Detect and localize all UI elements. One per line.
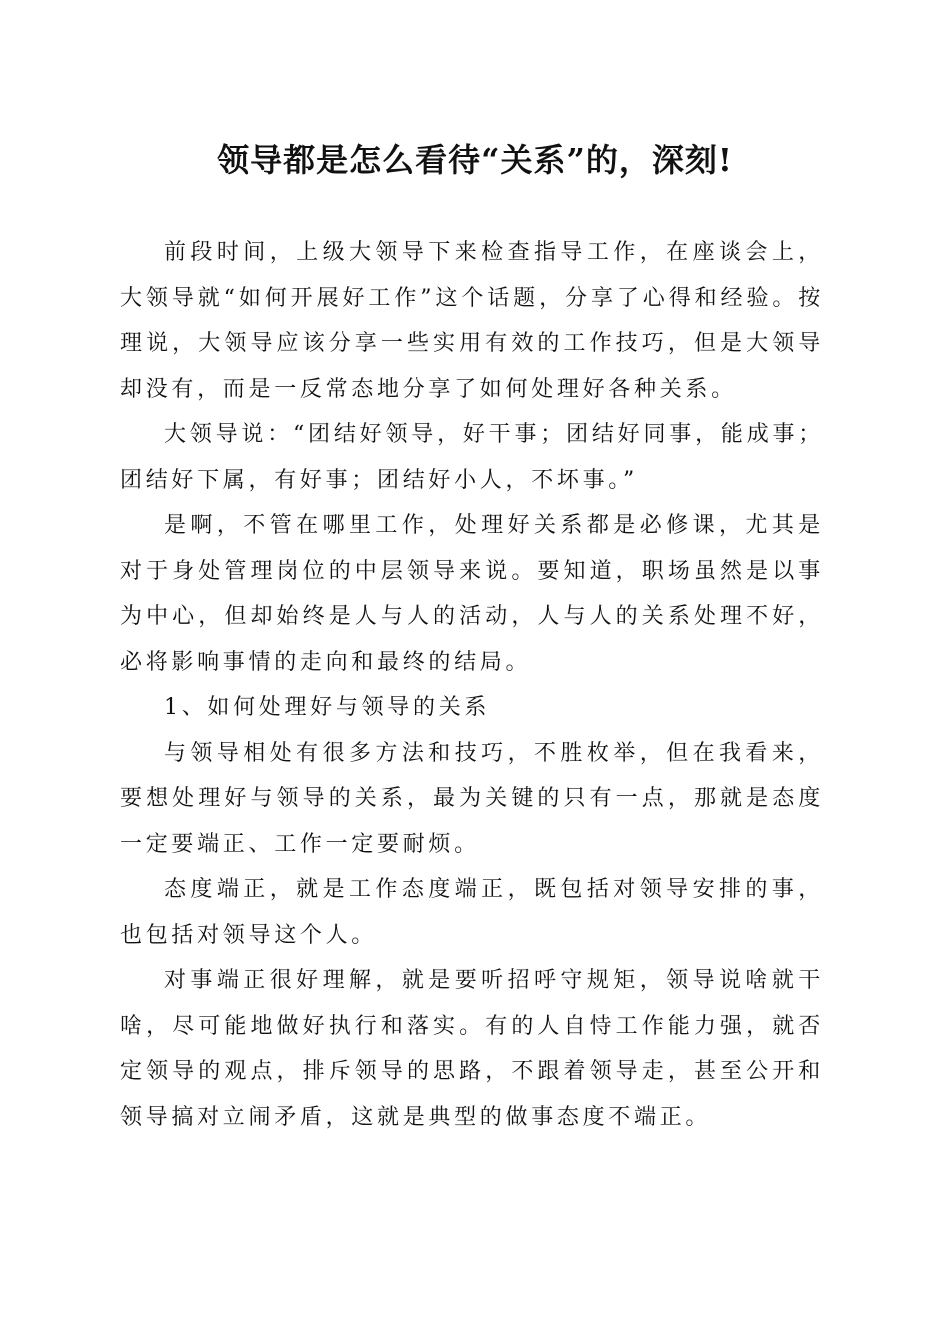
paragraph: 对事端正很好理解，就是要听招呼守规矩，领导说啥就干啥，尽可能地做好执行和落实。有的人自恃工作能力强，就否定领导的观点，排斥领导的思路，不跟着领导走，甚至公开和领导搞对立闹矛盾，这就是典型的做事态度不端正。	[120, 968, 824, 1130]
paragraph: 大领导说：“团结好领导，好干事；团结好同事，能成事；团结好下属，有好事；团结好小人，不坏事。”	[120, 422, 824, 493]
document-title: 领导都是怎么看待“关系”的，深刻!	[217, 141, 733, 179]
document-body	[120, 230, 824, 1140]
paragraph: 态度端正，就是工作态度端正，既包括对领导安排的事，也包括对领导这个人。	[120, 877, 824, 948]
section-heading: 1、如何处理好与领导的关系	[164, 695, 491, 720]
paragraph: 是啊，不管在哪里工作，处理好关系都是必修课，尤其是对于身处管理岗位的中层领导来说。要知道，职场虽然是以事为中心，但却始终是人与人的活动，人与人的关系处理不好，必将影响事情的走向和最终的结局。	[120, 513, 824, 675]
paragraph: 与领导相处有很多方法和技巧，不胜枚举，但在我看来，要想处理好与领导的关系，最为关键的只有一点，那就是态度一定要端正、工作一定要耐烦。	[120, 740, 824, 857]
paragraph: 前段时间，上级大领导下来检查指导工作，在座谈会上，大领导就“如何开展好工作”这个话题，分享了心得和经验。按理说，大领导应该分享一些实用有效的工作技巧，但是大领导却没有，而是一反常态地分享了如何处理好各种关系。	[120, 240, 824, 402]
